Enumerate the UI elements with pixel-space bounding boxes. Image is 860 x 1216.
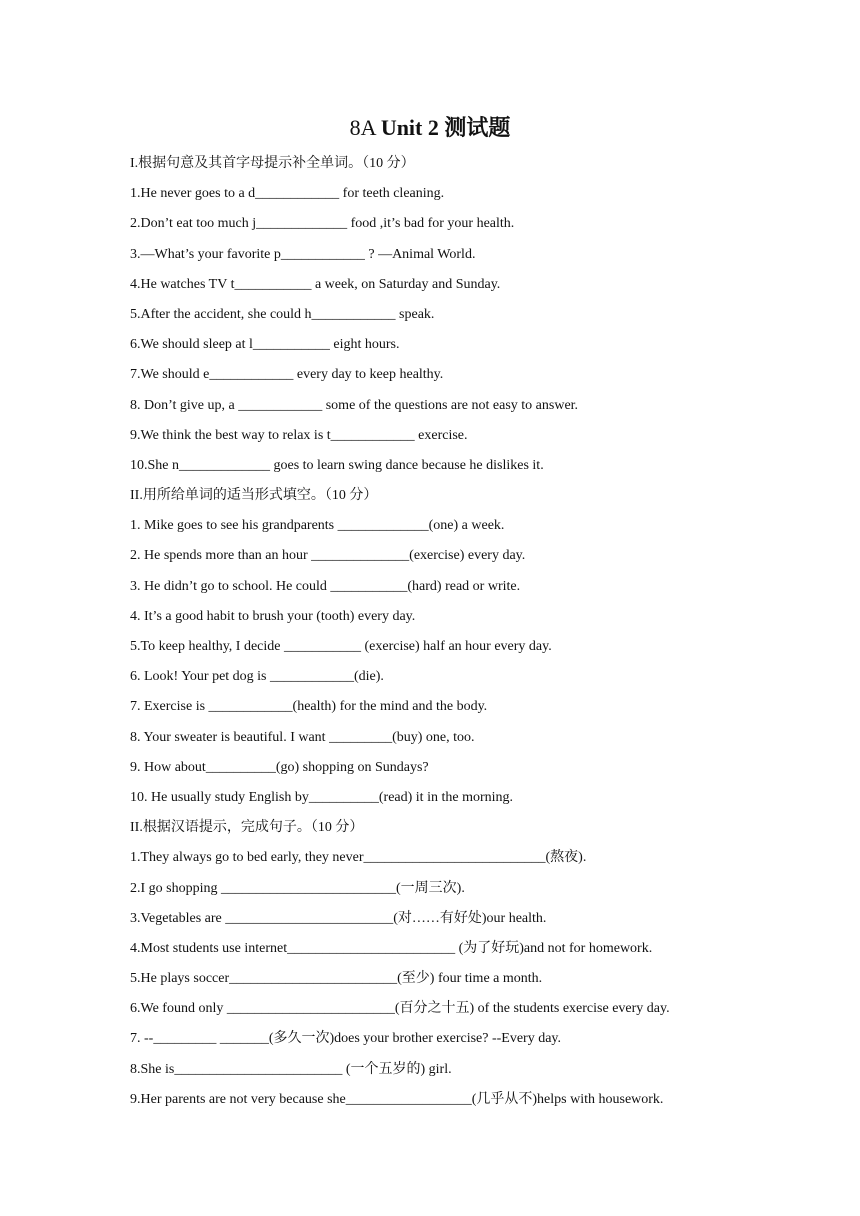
section-heading-2: II.用所给单词的适当形式填空。（10 分） bbox=[130, 488, 378, 504]
section-heading-3: II.根据汉语提示，完成句子。（10 分） bbox=[130, 820, 364, 836]
question-line: 3.Vegetables are ________________________(对……有好处)our health. bbox=[130, 910, 547, 926]
question-line: 2. He spends more than an hour ______________(exercise) every day. bbox=[130, 548, 526, 564]
question-line: 1. Mike goes to see his grandparents _____________(one) a week. bbox=[130, 518, 505, 534]
question-line: 7. --_________ _______(多久一次)does your brother exercise? --Every day. bbox=[130, 1031, 562, 1047]
question-line: 8.She is________________________ (一个五岁的) girl. bbox=[130, 1061, 452, 1077]
title-bold: Unit 2 测试题 bbox=[380, 115, 511, 140]
question-line: 1.They always go to bed early, they never__________________________(熬夜). bbox=[130, 850, 587, 866]
question-line: 4.He watches TV t___________ a week, on Saturday and Sunday. bbox=[130, 276, 501, 292]
question-line: 2.Don’t eat too much j_____________ food ,it’s bad for your health. bbox=[130, 216, 515, 232]
question-line: 5.After the accident, she could h____________ speak. bbox=[130, 306, 435, 322]
question-line: 8. Don’t give up, a ____________ some of the questions are not easy to answer. bbox=[130, 397, 579, 413]
question-line: 6.We should sleep at l___________ eight hours. bbox=[130, 337, 400, 353]
section-heading-1: I.根据句意及其首字母提示补全单词。（10 分） bbox=[130, 156, 415, 171]
question-line: 7.We should e____________ every day to keep healthy. bbox=[130, 367, 444, 383]
question-line: 2.I go shopping _________________________(一周三次). bbox=[130, 880, 465, 896]
question-line: 10.She n_____________ goes to learn swing dance because he dislikes it. bbox=[130, 457, 544, 473]
question-line: 5.To keep healthy, I decide ___________ (exercise) half an hour every day. bbox=[130, 639, 552, 654]
question-line: 3.—What’s your favorite p____________ ? —Animal World. bbox=[130, 246, 476, 262]
question-line: 6. Look! Your pet dog is ____________(die). bbox=[130, 669, 384, 685]
question-line: 7. Exercise is ____________(health) for the mind and the body. bbox=[130, 699, 488, 715]
question-line: 4.Most students use internet________________________ (为了好玩)and not for homework. bbox=[130, 940, 653, 956]
question-line: 9.Her parents are not very because she__________________(几乎从不)helps with housework. bbox=[130, 1091, 664, 1107]
question-line: 9.We think the best way to relax is t____________ exercise. bbox=[130, 427, 468, 443]
question-line: 3. He didn’t go to school. He could ___________(hard) read or write. bbox=[130, 578, 521, 594]
question-line: 9. How about__________(go) shopping on Sundays? bbox=[130, 759, 429, 775]
question-line: 10. He usually study English by__________(read) it in the morning. bbox=[130, 789, 514, 805]
question-line: 5.He plays soccer________________________(至少) four time a month. bbox=[130, 971, 543, 987]
question-line: 6.We found only ________________________(百分之十五) of the students exercise every day. bbox=[130, 1001, 670, 1017]
document-title bbox=[0, 113, 860, 143]
title-prefix: 8A bbox=[349, 115, 381, 140]
question-line: 8. Your sweater is beautiful. I want _________(buy) one, too. bbox=[130, 729, 475, 745]
question-line: 1.He never goes to a d____________ for teeth cleaning. bbox=[130, 186, 445, 202]
question-line: 4. It’s a good habit to brush your (tooth) every day. bbox=[130, 608, 416, 624]
document-body bbox=[130, 149, 770, 1115]
